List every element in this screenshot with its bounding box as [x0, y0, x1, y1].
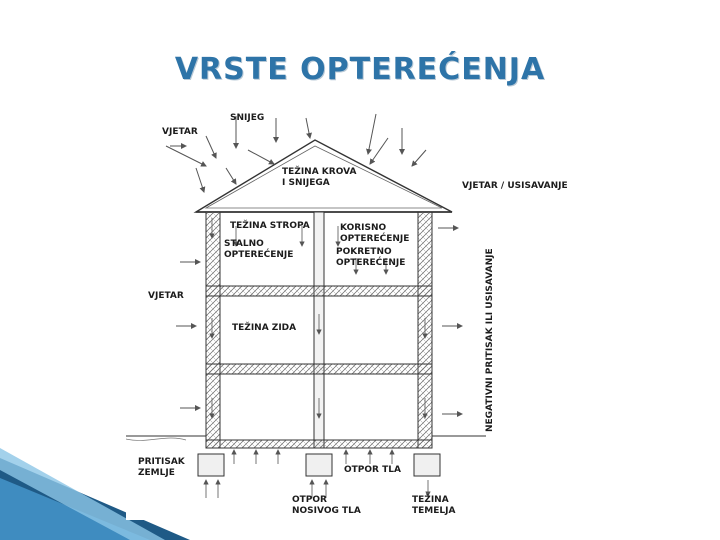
label-tezina-stropa: TEŽINA STROPA — [230, 221, 310, 231]
left-wall — [206, 212, 220, 448]
label-negativni-pritisak: NEGATIVNI PRITISAK ILI USISAVANJE — [485, 248, 495, 432]
diagram-background — [126, 108, 590, 520]
label-vjetar-top: VJETAR — [162, 127, 198, 137]
label-pritisak-2: ZEMLJE — [138, 468, 175, 478]
floor-slab-middle — [206, 364, 432, 374]
label-stalno-2: OPTEREĆENJE — [224, 250, 294, 260]
label-otpor-nosivog-2: NOSIVOG TLA — [292, 506, 361, 516]
label-vjetar-mid: VJETAR — [148, 291, 184, 301]
foundation-center — [306, 454, 332, 476]
label-pritisak-1: PRITISAK — [138, 457, 185, 467]
label-tezina-krova-1: TEŽINA KROVA — [282, 167, 357, 177]
label-pokretno-2: OPTEREĆENJE — [336, 258, 406, 268]
label-vjetar-usisavanje: VJETAR / USISAVANJE — [462, 181, 568, 191]
label-korisno-2: OPTEREĆENJE — [340, 234, 410, 244]
label-pokretno-1: POKRETNO — [336, 247, 392, 257]
label-tezina-temelja-1: TEŽINA — [412, 495, 449, 505]
slide-title: VRSTE OPTEREĆENJA — [174, 52, 546, 87]
label-otpor-nosivog-1: OTPOR — [292, 495, 327, 505]
floor-slab-ground — [206, 440, 432, 448]
label-snijeg: SNIJEG — [230, 113, 265, 123]
foundation-left — [198, 454, 224, 476]
foundation-right — [414, 454, 440, 476]
label-stalno-1: STALNO — [224, 239, 264, 249]
label-tezina-krova-2: I SNIJEGA — [282, 178, 330, 188]
building-loads-diagram — [126, 108, 590, 520]
label-tezina-temelja-2: TEMELJA — [412, 506, 456, 516]
label-otpor-tla: OTPOR TLA — [344, 465, 401, 475]
floor-slab-upper — [206, 286, 432, 296]
label-tezina-zida: TEŽINA ZIDA — [232, 323, 297, 333]
label-korisno-1: KORISNO — [340, 223, 387, 233]
